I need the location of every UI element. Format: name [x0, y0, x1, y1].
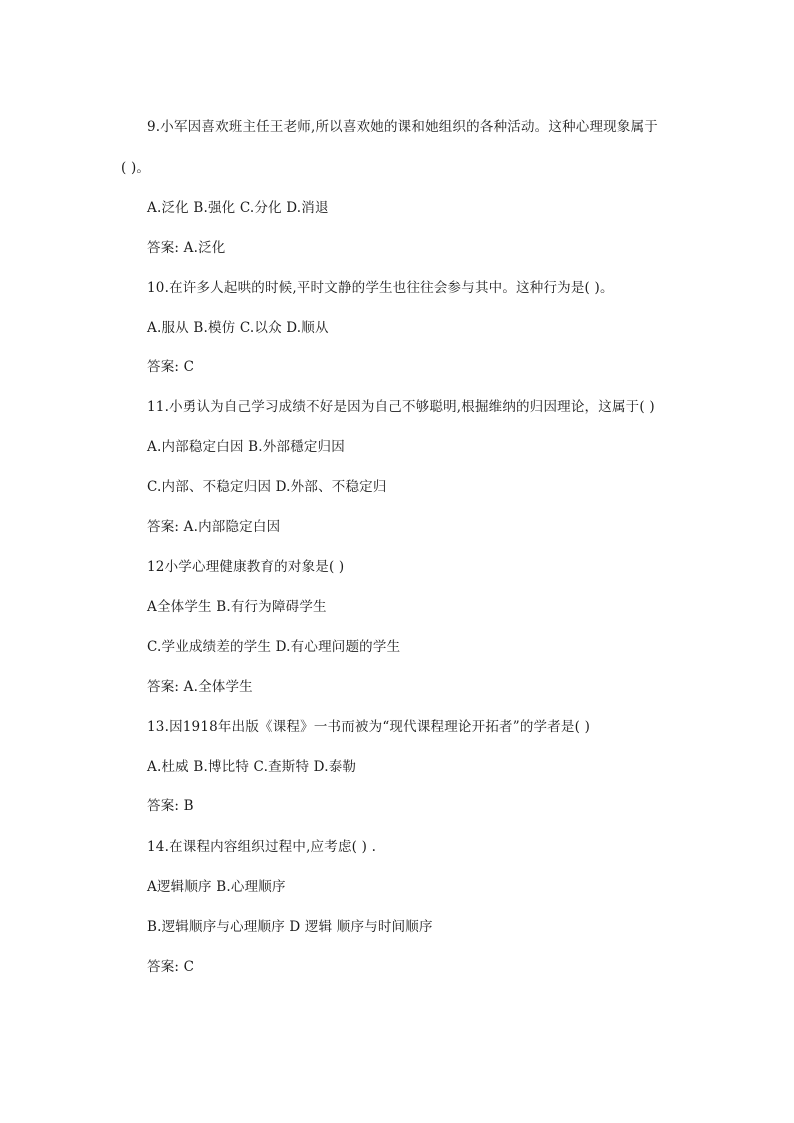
question-13-answer: 答案: B: [147, 798, 194, 814]
question-12-answer: 答案: A.全体学生: [147, 679, 253, 695]
question-10-options: A.服从 B.模仿 C.以众 D.顺从: [147, 320, 329, 336]
question-13-stem: 13.因1918年出版《课程》一书而被为“现代课程理论开拓者”的学者是( ): [147, 719, 591, 735]
question-11-answer: 答案: A.内部隐定白因: [147, 519, 281, 535]
question-13-options: A.杜威 B.博比特 C.查斯特 D.泰勒: [147, 759, 357, 775]
question-11-options-line2: C.内部、不稳定归因 D.外部、不稳定归: [147, 479, 387, 495]
question-10-answer: 答案: C: [147, 359, 195, 375]
question-9-stem-continued: ( )。: [121, 160, 151, 176]
question-14-answer: 答案: C: [147, 959, 195, 975]
question-14-stem: 14.在课程内容组织过程中,应考虑( ) .: [147, 839, 377, 855]
question-11-options-line1: A.内部稳定白因 B.外部穩定归因: [147, 439, 345, 455]
question-12-options-line1: A全体学生 B.有行为障碍学生: [147, 599, 327, 615]
question-12-options-line2: C.学业成绩差的学生 D.有心理问题的学生: [147, 639, 401, 655]
question-9-options: A.泛化 B.强化 C.分化 D.消退: [147, 200, 329, 216]
question-10-stem: 10.在许多人起哄的时候,平时文静的学生也往往会参与其中。这种行为是( )。: [147, 280, 614, 296]
question-14-options-line2: B.逻辑顺序与心理顺序 D 逻辑 顺序与时间顺序: [147, 919, 433, 935]
question-9-answer: 答案: A.泛化: [147, 240, 226, 256]
question-11-stem: 11.小勇认为自己学习成绩不好是因为自己不够聪明,根掘维纳的归因理论，这属于( ): [147, 399, 655, 415]
question-9-stem: 9.小军因喜欢班主任王老师,所以喜欢她的课和她组织的各种活动。这种心理现象属于: [147, 119, 658, 135]
question-14-options-line1: A逻辑顺序 B.心理顺序: [147, 879, 286, 895]
question-12-stem: 12小学心理健康教育的对象是( ): [147, 559, 345, 575]
